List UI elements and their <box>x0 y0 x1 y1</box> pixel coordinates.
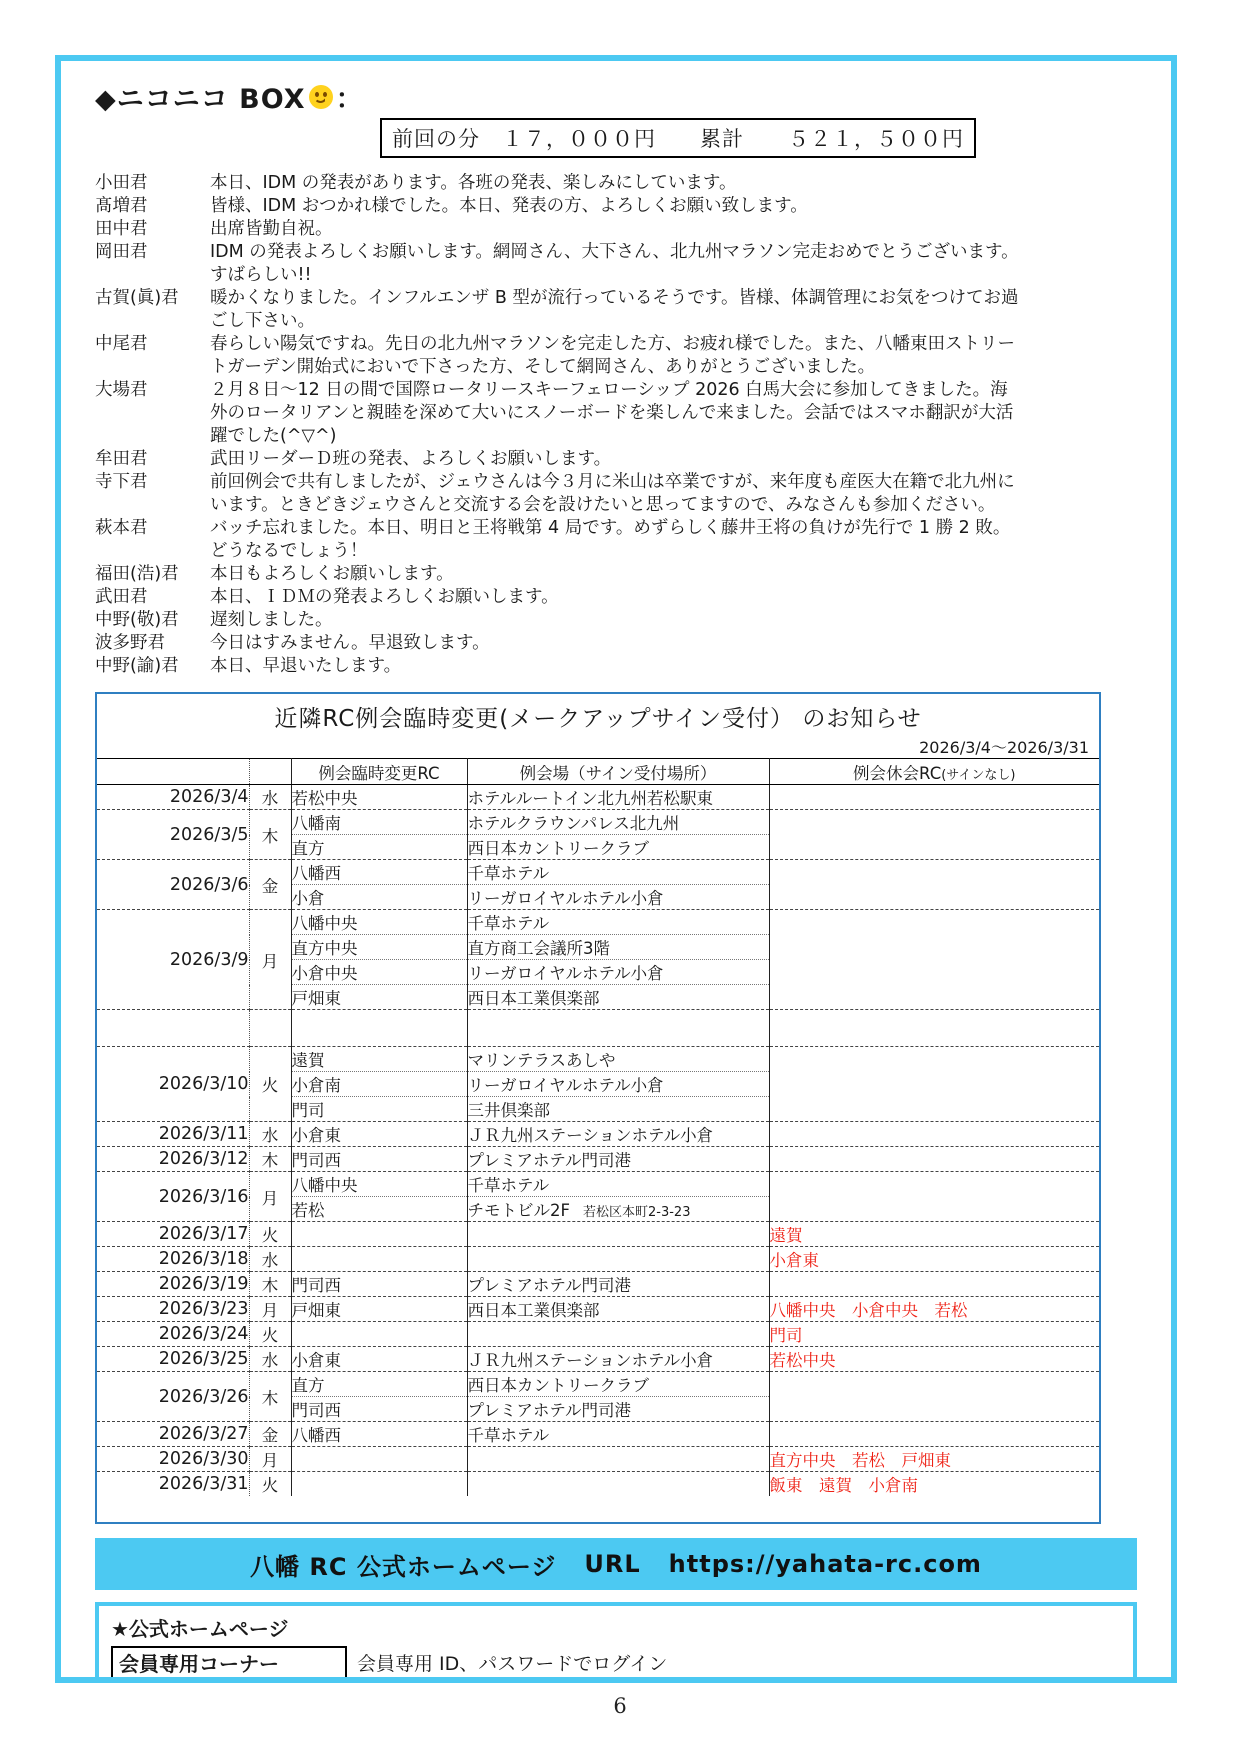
date-cell: 2026/3/5 <box>97 810 249 860</box>
member-message: 遅刻しました。 <box>210 610 333 630</box>
venue-cell: リーガロイヤルホテル小倉 <box>467 1072 769 1097</box>
day-cell: 月 <box>249 1172 291 1222</box>
day-cell: 月 <box>249 1447 291 1472</box>
member-name: 牟田君 <box>95 449 148 469</box>
venue-cell: プレミアホテル門司港 <box>467 1397 769 1422</box>
date-cell: 2026/3/10 <box>97 1047 249 1122</box>
closed-rc-cell <box>769 1147 1099 1172</box>
schedule-row <box>97 860 1099 885</box>
banner-url-label: URL <box>584 1550 641 1578</box>
change-rc-cell <box>291 1247 467 1272</box>
date-cell: 2026/3/9 <box>97 910 249 1010</box>
schedule-row <box>97 1272 1099 1297</box>
member-name: 田中君 <box>95 219 148 239</box>
day-cell: 水 <box>249 1247 291 1272</box>
closed-rc-cell: 門司 <box>769 1322 1099 1347</box>
member-message: 暖かくなりました。インフルエンザ B 型が流行っているそうです。皆様、体調管理にお気をつけてお過ごし下さい。 <box>210 288 1019 331</box>
schedule-row <box>97 1322 1099 1347</box>
niconico-title-text: ◆ニコニコ BOX <box>95 84 306 115</box>
schedule-row <box>97 1347 1099 1372</box>
change-rc-cell: 小倉 <box>291 885 467 910</box>
change-rc-cell: 門司西 <box>291 1397 467 1422</box>
day-cell: 火 <box>249 1222 291 1247</box>
member-corner-desc: 会員専用 ID、パスワードでログイン <box>357 1652 668 1675</box>
niconico-entry <box>95 448 1025 471</box>
day-cell: 月 <box>249 1297 291 1322</box>
schedule-row <box>97 1047 1099 1072</box>
venue-cell <box>467 1472 769 1497</box>
venue-cell: ホテルクラウンパレス北九州 <box>467 810 769 835</box>
closed-rc-cell: 直方中央 若松 戸畑東 <box>769 1447 1099 1472</box>
day-cell: 水 <box>249 1347 291 1372</box>
schedule-spacer-row <box>97 1010 1099 1047</box>
schedule-row <box>97 785 1099 810</box>
banner-url: https://yahata-rc.com <box>668 1550 982 1578</box>
member-message: 本日、早退いたします。 <box>210 656 402 676</box>
member-message: バッチ忘れました。本日、明日と王将戦第 4 局です。めずらしく藤井王将の負けが先行で 1 勝 2 敗。どうなるでしょう！ <box>210 518 1011 561</box>
closed-rc-cell <box>769 860 1099 910</box>
closed-rc-cell: 若松中央 <box>769 1347 1099 1372</box>
date-cell: 2026/3/12 <box>97 1147 249 1172</box>
member-name: 岡田君 <box>95 242 148 262</box>
date-cell <box>97 1010 249 1047</box>
change-rc-cell: 小倉東 <box>291 1122 467 1147</box>
schedule-row <box>97 910 1099 935</box>
change-rc-cell <box>291 1472 467 1497</box>
closed-rc-cell <box>769 1272 1099 1297</box>
schedule-box <box>95 692 1101 1524</box>
change-rc-cell <box>291 1222 467 1247</box>
member-name: 大場君 <box>95 380 148 400</box>
venue-cell: 千草ホテル <box>467 1422 769 1447</box>
member-message: IDM の発表よろしくお願いします。網岡さん、大下さん、北九州マラソン完走おめでとうございます。すばらしい!! <box>210 242 1019 285</box>
closed-rc-cell <box>769 910 1099 1010</box>
member-name: 武田君 <box>95 587 148 607</box>
member-corner-box: 会員専用コーナー <box>111 1646 347 1682</box>
member-name: 古賀(眞)君 <box>95 288 179 308</box>
change-rc-cell: 八幡西 <box>291 860 467 885</box>
day-cell: 火 <box>249 1322 291 1347</box>
day-cell: 金 <box>249 860 291 910</box>
closed-rc-cell <box>769 1010 1099 1047</box>
member-name: 寺下君 <box>95 472 148 492</box>
venue-cell: 西日本カントリークラブ <box>467 1372 769 1397</box>
schedule-row <box>97 1172 1099 1197</box>
niconico-entry <box>95 218 1025 241</box>
niconico-entry <box>95 655 1025 678</box>
venue-cell: プレミアホテル門司港 <box>467 1272 769 1297</box>
day-cell: 木 <box>249 1272 291 1297</box>
member-name: 中野(諭)君 <box>95 656 179 676</box>
day-cell: 木 <box>249 1372 291 1422</box>
venue-cell <box>467 1247 769 1272</box>
change-rc-cell: 直方中央 <box>291 935 467 960</box>
change-rc-cell: 八幡西 <box>291 1422 467 1447</box>
member-message: 武田リーダーＤ班の発表、よろしくお願いします。 <box>210 449 612 469</box>
change-rc-cell: 戸畑東 <box>291 985 467 1010</box>
niconico-entry <box>95 586 1025 609</box>
date-cell: 2026/3/31 <box>97 1472 249 1497</box>
schedule-table <box>97 758 1099 1496</box>
niconico-entry <box>95 172 1025 195</box>
venue-cell <box>467 1447 769 1472</box>
change-rc-cell: 小倉南 <box>291 1072 467 1097</box>
change-rc-cell: 八幡南 <box>291 810 467 835</box>
venue-cell: 三井倶楽部 <box>467 1097 769 1122</box>
change-rc-cell: 小倉中央 <box>291 960 467 985</box>
venue-cell <box>467 1322 769 1347</box>
niconico-entry <box>95 195 1025 218</box>
member-message: 本日、ＩＤＭの発表よろしくお願いします。 <box>210 587 559 607</box>
member-name: 波多野君 <box>95 633 165 653</box>
page-border <box>55 55 1177 1683</box>
niconico-amount-box: 前回の分 １７，０００円 累計 ５２１，５００円 <box>380 118 976 158</box>
venue-cell: 西日本工業倶楽部 <box>467 985 769 1010</box>
header-closed-label: 例会休会RC <box>853 763 942 783</box>
closed-rc-cell <box>769 785 1099 810</box>
date-cell: 2026/3/26 <box>97 1372 249 1422</box>
member-name: 萩本君 <box>95 518 148 538</box>
schedule-row <box>97 1122 1099 1147</box>
header-venue: 例会場（サイン受付場所） <box>467 759 769 785</box>
venue-cell: 千草ホテル <box>467 860 769 885</box>
banner-label: 八幡 RC 公式ホームページ <box>250 1552 557 1581</box>
member-message: 本日もよろしくお願いします。 <box>210 564 454 584</box>
member-name: 中尾君 <box>95 334 148 354</box>
niconico-entry <box>95 379 1025 448</box>
venue-cell <box>467 1222 769 1247</box>
date-cell: 2026/3/11 <box>97 1122 249 1147</box>
change-rc-cell: 遠賀 <box>291 1047 467 1072</box>
schedule-header-row <box>97 759 1099 785</box>
schedule-row <box>97 1247 1099 1272</box>
closed-rc-cell: 八幡中央 小倉中央 若松 <box>769 1297 1099 1322</box>
member-message: 前回例会で共有しましたが、ジェウさんは今３月に米山は卒業ですが、来年度も産医大在籍で北九州にいます。ときどきジェウさんと交流する会を設けたいと思ってますので、みなさんも参加ください。 <box>210 472 1015 515</box>
niconico-entry <box>95 287 1025 333</box>
venue-note: 若松区本町2-3-23 <box>570 1205 691 1220</box>
schedule-row <box>97 1447 1099 1472</box>
homepage-info-box <box>95 1602 1137 1683</box>
member-message: 出席皆勤自祝。 <box>210 219 333 239</box>
header-closed-note: (サインなし) <box>941 767 1016 783</box>
venue-cell: ＪＲ九州ステーションホテル小倉 <box>467 1347 769 1372</box>
change-rc-cell: 若松 <box>291 1197 467 1222</box>
day-cell: 火 <box>249 1047 291 1122</box>
member-message: 皆様、IDM おつかれ様でした。本日、発表の方、よろしくお願い致します。 <box>210 196 808 216</box>
venue-cell: チモトビル2F 若松区本町2-3-23 <box>467 1197 769 1222</box>
niconico-title-colon: ： <box>335 84 364 115</box>
venue-cell: リーガロイヤルホテル小倉 <box>467 885 769 910</box>
day-cell: 木 <box>249 810 291 860</box>
venue-cell: リーガロイヤルホテル小倉 <box>467 960 769 985</box>
niconico-entry <box>95 632 1025 655</box>
closed-rc-cell: 遠賀 <box>769 1222 1099 1247</box>
date-cell: 2026/3/6 <box>97 860 249 910</box>
date-cell: 2026/3/30 <box>97 1447 249 1472</box>
closed-rc-cell: 飯東 遠賀 小倉南 <box>769 1472 1099 1497</box>
change-rc-cell: 門司 <box>291 1097 467 1122</box>
date-cell: 2026/3/23 <box>97 1297 249 1322</box>
page-number: 6 <box>613 1694 627 1718</box>
date-cell: 2026/3/24 <box>97 1322 249 1347</box>
day-cell: 水 <box>249 1122 291 1147</box>
change-rc-cell: 門司西 <box>291 1147 467 1172</box>
schedule-row <box>97 1422 1099 1447</box>
venue-cell: 直方商工会議所3階 <box>467 935 769 960</box>
change-rc-cell <box>291 1447 467 1472</box>
change-rc-cell: 直方 <box>291 1372 467 1397</box>
venue-cell: 西日本カントリークラブ <box>467 835 769 860</box>
niconico-entry <box>95 471 1025 517</box>
venue-cell: 西日本工業倶楽部 <box>467 1297 769 1322</box>
smiley-icon <box>309 85 333 109</box>
day-cell <box>249 1010 291 1047</box>
venue-cell <box>467 1010 769 1047</box>
closed-rc-cell <box>769 810 1099 860</box>
official-homepage-heading: ★公式ホームページ <box>111 1617 289 1641</box>
date-cell: 2026/3/25 <box>97 1347 249 1372</box>
date-cell: 2026/3/17 <box>97 1222 249 1247</box>
header-date-empty <box>97 759 249 785</box>
date-cell: 2026/3/4 <box>97 785 249 810</box>
schedule-row <box>97 1372 1099 1397</box>
date-cell: 2026/3/18 <box>97 1247 249 1272</box>
venue-cell: プレミアホテル門司港 <box>467 1147 769 1172</box>
day-cell: 水 <box>249 785 291 810</box>
member-message: 春らしい陽気ですね。先日の北九州マラソンを完走した方、お疲れ様でした。また、八幡東田ストリートガーデン開始式においで下さった方、そして網岡さん、ありがとうございました。 <box>210 334 1015 377</box>
niconico-entry <box>95 517 1025 563</box>
member-message: 本日、IDM の発表があります。各班の発表、楽しみにしています。 <box>210 173 737 193</box>
closed-rc-cell <box>769 1047 1099 1122</box>
schedule-date-range: 2026/3/4～2026/3/31 <box>919 738 1089 757</box>
closed-rc-cell <box>769 1172 1099 1222</box>
closed-rc-cell <box>769 1372 1099 1422</box>
member-name: 福田(浩)君 <box>95 564 179 584</box>
niconico-entry <box>95 609 1025 632</box>
venue-cell: 千草ホテル <box>467 1172 769 1197</box>
schedule-table-body <box>97 785 1099 1497</box>
homepage-banner <box>95 1538 1137 1590</box>
header-change-rc: 例会臨時変更RC <box>291 759 467 785</box>
change-rc-cell: 戸畑東 <box>291 1297 467 1322</box>
closed-rc-cell: 小倉東 <box>769 1247 1099 1272</box>
schedule-row <box>97 1297 1099 1322</box>
venue-cell: ＪＲ九州ステーションホテル小倉 <box>467 1122 769 1147</box>
niconico-entry <box>95 563 1025 586</box>
member-message: 今日はすみません。早退致します。 <box>210 633 490 653</box>
schedule-row <box>97 810 1099 835</box>
member-name: 中野(敬)君 <box>95 610 179 630</box>
day-cell: 火 <box>249 1472 291 1497</box>
schedule-row <box>97 1472 1099 1497</box>
day-cell: 金 <box>249 1422 291 1447</box>
date-cell: 2026/3/16 <box>97 1172 249 1222</box>
venue-cell: 千草ホテル <box>467 910 769 935</box>
member-corner-line <box>111 1646 1119 1682</box>
change-rc-cell: 小倉東 <box>291 1347 467 1372</box>
member-name: 小田君 <box>95 173 148 193</box>
change-rc-cell: 八幡中央 <box>291 1172 467 1197</box>
day-cell: 月 <box>249 910 291 1010</box>
closed-rc-cell <box>769 1122 1099 1147</box>
niconico-title <box>95 77 1143 116</box>
member-message: ２月８日～12 日の間で国際ロータリースキーフェローシップ 2026 白馬大会に参加してきました。海外のロータリアンと親睦を深めて大いにスノーボードを楽しんで来ました。会話ではスマホ翻訳が大活躍でした(^▽^) <box>210 380 1014 446</box>
change-rc-cell: 若松中央 <box>291 785 467 810</box>
date-cell: 2026/3/19 <box>97 1272 249 1297</box>
day-cell: 木 <box>249 1147 291 1172</box>
header-day-empty <box>249 759 291 785</box>
header-closed <box>769 759 1099 785</box>
date-cell: 2026/3/27 <box>97 1422 249 1447</box>
schedule-row <box>97 1147 1099 1172</box>
change-rc-cell: 八幡中央 <box>291 910 467 935</box>
niconico-entry <box>95 333 1025 379</box>
change-rc-cell: 門司西 <box>291 1272 467 1297</box>
member-name: 髙増君 <box>95 196 148 216</box>
niconico-entry <box>95 241 1025 287</box>
change-rc-cell <box>291 1010 467 1047</box>
change-rc-cell: 直方 <box>291 835 467 860</box>
venue-cell: マリンテラスあしや <box>467 1047 769 1072</box>
schedule-row <box>97 1222 1099 1247</box>
closed-rc-cell <box>769 1422 1099 1447</box>
schedule-title: 近隣RC例会臨時変更(メークアップサイン受付） のお知らせ <box>274 706 922 732</box>
niconico-list <box>95 172 1143 678</box>
venue-cell: ホテルルートイン北九州若松駅東 <box>467 785 769 810</box>
change-rc-cell <box>291 1322 467 1347</box>
